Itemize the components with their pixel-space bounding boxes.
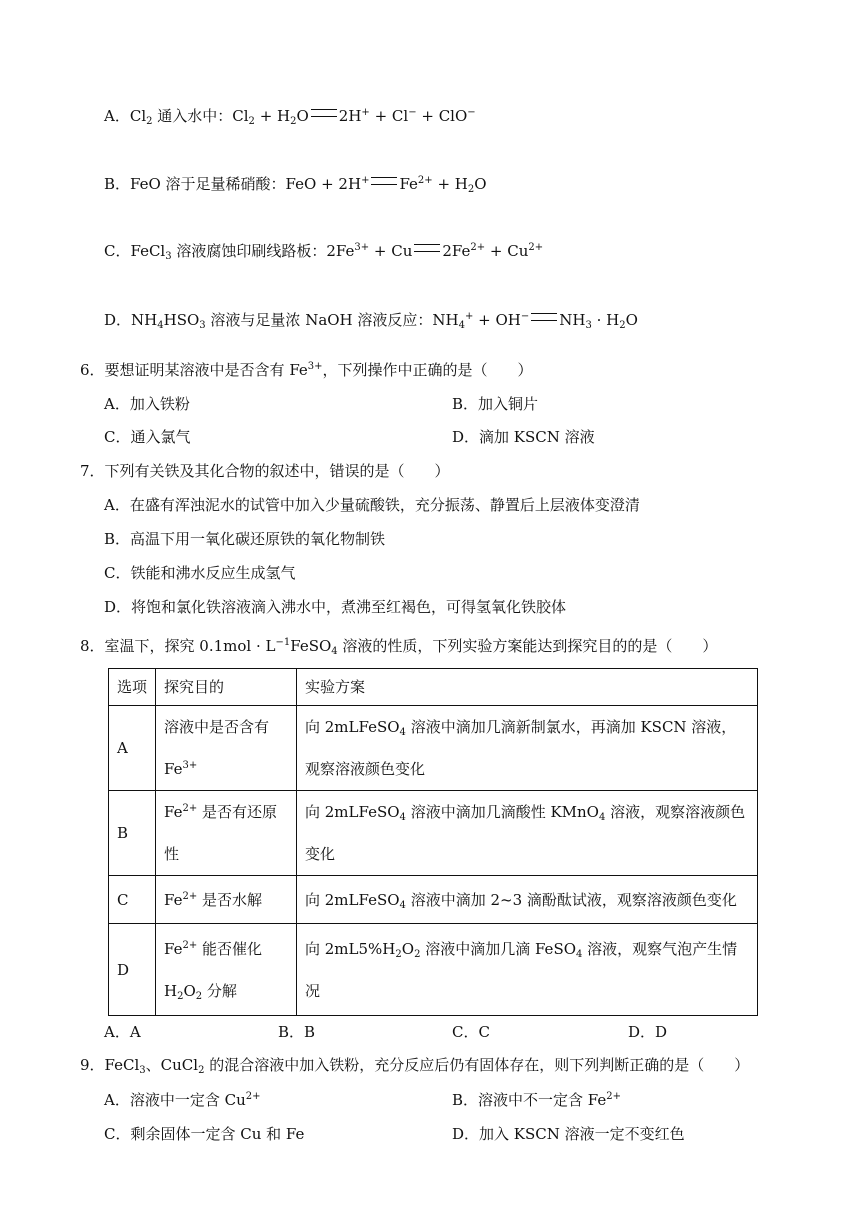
table-cell-option: C (109, 876, 156, 924)
superscript: 2+ (245, 1091, 261, 1102)
text: 是否有还原性 (164, 803, 277, 863)
subscript: 3 (139, 1065, 146, 1076)
equals-sign-icon (414, 244, 440, 252)
subscript: 3 (585, 320, 592, 331)
q6-option-c: C．通入氯气 (104, 428, 191, 446)
text: 是否水解 (197, 890, 262, 909)
text-line (164, 928, 288, 970)
q9-option-a (104, 1090, 261, 1110)
text: B．溶液中不一定含 Fe (452, 1091, 607, 1109)
subscript: 4 (331, 646, 338, 657)
text: FeSO (290, 637, 332, 655)
subscript: 4 (399, 899, 406, 911)
subscript: 2 (619, 320, 626, 331)
subscript: 2 (395, 948, 402, 960)
text: Fe (399, 175, 418, 193)
q7-option-d: D．将饱和氯化铁溶液滴入沸水中，煮沸至红褐色，可得氢氧化铁胶体 (104, 598, 567, 616)
table-cell-goal (156, 924, 297, 1016)
option-label: A． (104, 107, 130, 125)
option-label: D． (104, 311, 132, 329)
subscript: 2 (248, 116, 255, 127)
table-cell-goal (156, 876, 297, 924)
table-cell-option: A (109, 706, 156, 791)
text: O (625, 311, 638, 329)
q8-option-b: B．B (278, 1023, 316, 1041)
q5-option-c (104, 241, 543, 261)
subscript: 2 (467, 184, 475, 195)
table-header: 探究目的 (156, 669, 297, 706)
superscript: − (467, 107, 476, 118)
subscript: 2 (290, 116, 297, 127)
table-cell-option: D (109, 924, 156, 1016)
superscript: + (361, 107, 370, 118)
text: FeCl (130, 242, 166, 260)
subscript: 3 (199, 320, 206, 331)
superscript: 2+ (528, 242, 544, 253)
q7-option-b: B．高温下用一氧化碳还原铁的氧化物制铁 (104, 530, 386, 548)
equals-sign-icon (311, 109, 337, 117)
text-line (305, 791, 749, 833)
equals-sign-icon (531, 313, 557, 321)
q6-option-d: D．滴加 KSCN 溶液 (452, 428, 595, 446)
table-row (109, 876, 758, 924)
text: + ClO (416, 107, 468, 125)
table-row (109, 791, 758, 876)
text: A．溶液中一定含 Cu (104, 1091, 246, 1109)
table-header-row (109, 669, 758, 706)
text: 、CuCl (145, 1056, 199, 1074)
text: O (183, 981, 196, 1000)
q6-option-a: A．加入铁粉 (104, 395, 190, 413)
subscript: 2 (198, 1065, 205, 1076)
table-cell-plan (297, 706, 758, 791)
text: NH (559, 311, 586, 329)
subscript: 4 (399, 727, 406, 738)
text: 况 (305, 981, 321, 1000)
text: 向 2mLFeSO (305, 803, 400, 821)
superscript: − (520, 311, 530, 322)
table-cell-plan (297, 876, 758, 924)
q8-option-a: A．A (104, 1023, 141, 1041)
text: O (474, 175, 487, 193)
text: 2Fe (442, 242, 471, 260)
q7-option-a: A．在盛有浑浊泥水的试管中加入少量硫酸铁，充分振荡、静置后上层液体变澄清 (104, 496, 640, 514)
text: + Cu (485, 242, 529, 260)
text: FeO 溶于足量稀硝酸：FeO + 2H (130, 175, 362, 193)
superscript: − (408, 107, 417, 118)
subscript: 2 (146, 116, 153, 127)
text: 溶液腐蚀印刷线路板：2Fe (171, 242, 355, 260)
q8-option-c: C．C (452, 1023, 490, 1041)
text: HSO (163, 311, 200, 329)
text: 通入水中：Cl (152, 107, 249, 125)
equals-sign-icon (371, 177, 397, 185)
text: 向 2mLFeSO (305, 890, 400, 909)
q9-stem (80, 1055, 749, 1075)
q5-option-a (104, 106, 476, 126)
q7-stem: 7．下列有关铁及其化合物的叙述中，错误的是（ ） (80, 462, 450, 480)
text: C．剩余固体一定含 Cu 和 Fe (104, 1125, 305, 1143)
text: 溶液，观察气泡产生情 (582, 939, 738, 958)
subscript: 3 (165, 251, 172, 262)
text-line (305, 928, 749, 970)
q6-option-b: B．加入铜片 (452, 395, 539, 413)
text: Fe (164, 803, 183, 821)
table-cell-goal (156, 791, 297, 876)
text: 向 2mLFeSO (305, 718, 400, 736)
text: O (401, 939, 415, 958)
superscript: 2+ (417, 175, 433, 186)
text: O (296, 107, 309, 125)
superscript: 3+ (354, 242, 370, 253)
q7-option-c: C．铁能和沸水反应生成氢气 (104, 564, 296, 582)
q6-stem (80, 360, 533, 380)
text: + Cu (369, 242, 413, 260)
text: 溶液中滴加几滴酸性 KMnO (405, 803, 599, 821)
subscript: 2 (195, 990, 203, 1002)
superscript: 2+ (606, 1091, 622, 1102)
table-cell-goal (156, 706, 297, 791)
superscript: 3+ (307, 361, 323, 372)
text: + OH (473, 311, 521, 329)
text: 8．室温下，探究 0.1mol · L (80, 637, 276, 655)
subscript: 4 (399, 812, 406, 823)
text: 溶液中滴加几滴 FeSO (420, 939, 577, 958)
superscript: 2+ (470, 242, 486, 253)
text: 溶液，观察溶液颜色 (605, 803, 746, 821)
superscript: −1 (275, 637, 291, 648)
subscript: 4 (576, 948, 583, 960)
superscript: + (361, 175, 370, 186)
superscript: + (465, 311, 474, 322)
subscript: 2 (177, 990, 184, 1002)
text: 向 2mL5%H (305, 939, 396, 958)
text: 观察溶液颜色变化 (305, 760, 426, 778)
q9-option-b (452, 1090, 621, 1110)
text: 的混合溶液中加入铁粉，充分反应后仍有固体存在，则下列判断正确的是（ ） (204, 1056, 750, 1074)
table-cell-plan (297, 924, 758, 1016)
text: + Cl (369, 107, 409, 125)
q9-option-d (452, 1124, 685, 1144)
superscript: 2+ (182, 939, 198, 951)
text: 溶液中滴加几滴新制氯水，再滴加 KSCN 溶液， (405, 718, 737, 736)
text: 能否催化 (197, 939, 262, 958)
experiment-table (108, 668, 758, 1016)
q8-stem (80, 636, 717, 656)
superscript: 3+ (182, 760, 198, 771)
text: 分解 (202, 981, 237, 1000)
subscript: 2 (414, 948, 421, 960)
text: H (164, 981, 178, 1000)
text-line (164, 748, 288, 790)
text: Fe (164, 890, 183, 909)
table-cell-plan (297, 791, 758, 876)
text: 溶液中滴加 2~3 滴酚酞试液，观察溶液颜色变化 (405, 890, 737, 909)
superscript: 2+ (182, 803, 198, 814)
text: + H (432, 175, 468, 193)
text: 变化 (305, 845, 336, 863)
text: 6．要想证明某溶液中是否含有 Fe (80, 361, 308, 379)
subscript: 4 (598, 812, 606, 823)
text: 溶液与足量浓 NaOH 溶液反应：NH (205, 311, 459, 329)
text: 溶液的性质，下列实验方案能达到探究目的的是（ ） (337, 637, 718, 655)
text: NH (131, 311, 158, 329)
q5-option-d (104, 310, 638, 330)
text: 9．FeCl (80, 1056, 140, 1074)
text: · H (591, 311, 620, 329)
text: Fe (164, 760, 183, 778)
text: ，下列操作中正确的是（ ） (322, 361, 533, 379)
text-line (305, 706, 749, 748)
formula: Cl (129, 107, 147, 125)
superscript: 2+ (182, 890, 198, 902)
table-header: 选项 (109, 669, 156, 706)
text: Fe (164, 939, 183, 958)
text: 2H (338, 107, 362, 125)
option-label: B． (104, 175, 131, 193)
table-row (109, 924, 758, 1016)
subscript: 4 (157, 320, 164, 331)
text-line (164, 970, 288, 1012)
table-cell-option: B (109, 791, 156, 876)
text: 溶液中是否含有 (164, 718, 270, 736)
q8-option-d: D．D (628, 1023, 668, 1041)
table-row (109, 706, 758, 791)
text: + H (254, 107, 291, 125)
table-header: 实验方案 (297, 669, 758, 706)
subscript: 4 (458, 320, 465, 331)
q5-option-b (104, 174, 487, 194)
q9-option-c (104, 1124, 304, 1144)
option-label: C． (104, 242, 131, 260)
text: D．加入 KSCN 溶液一定不变红色 (452, 1125, 685, 1143)
